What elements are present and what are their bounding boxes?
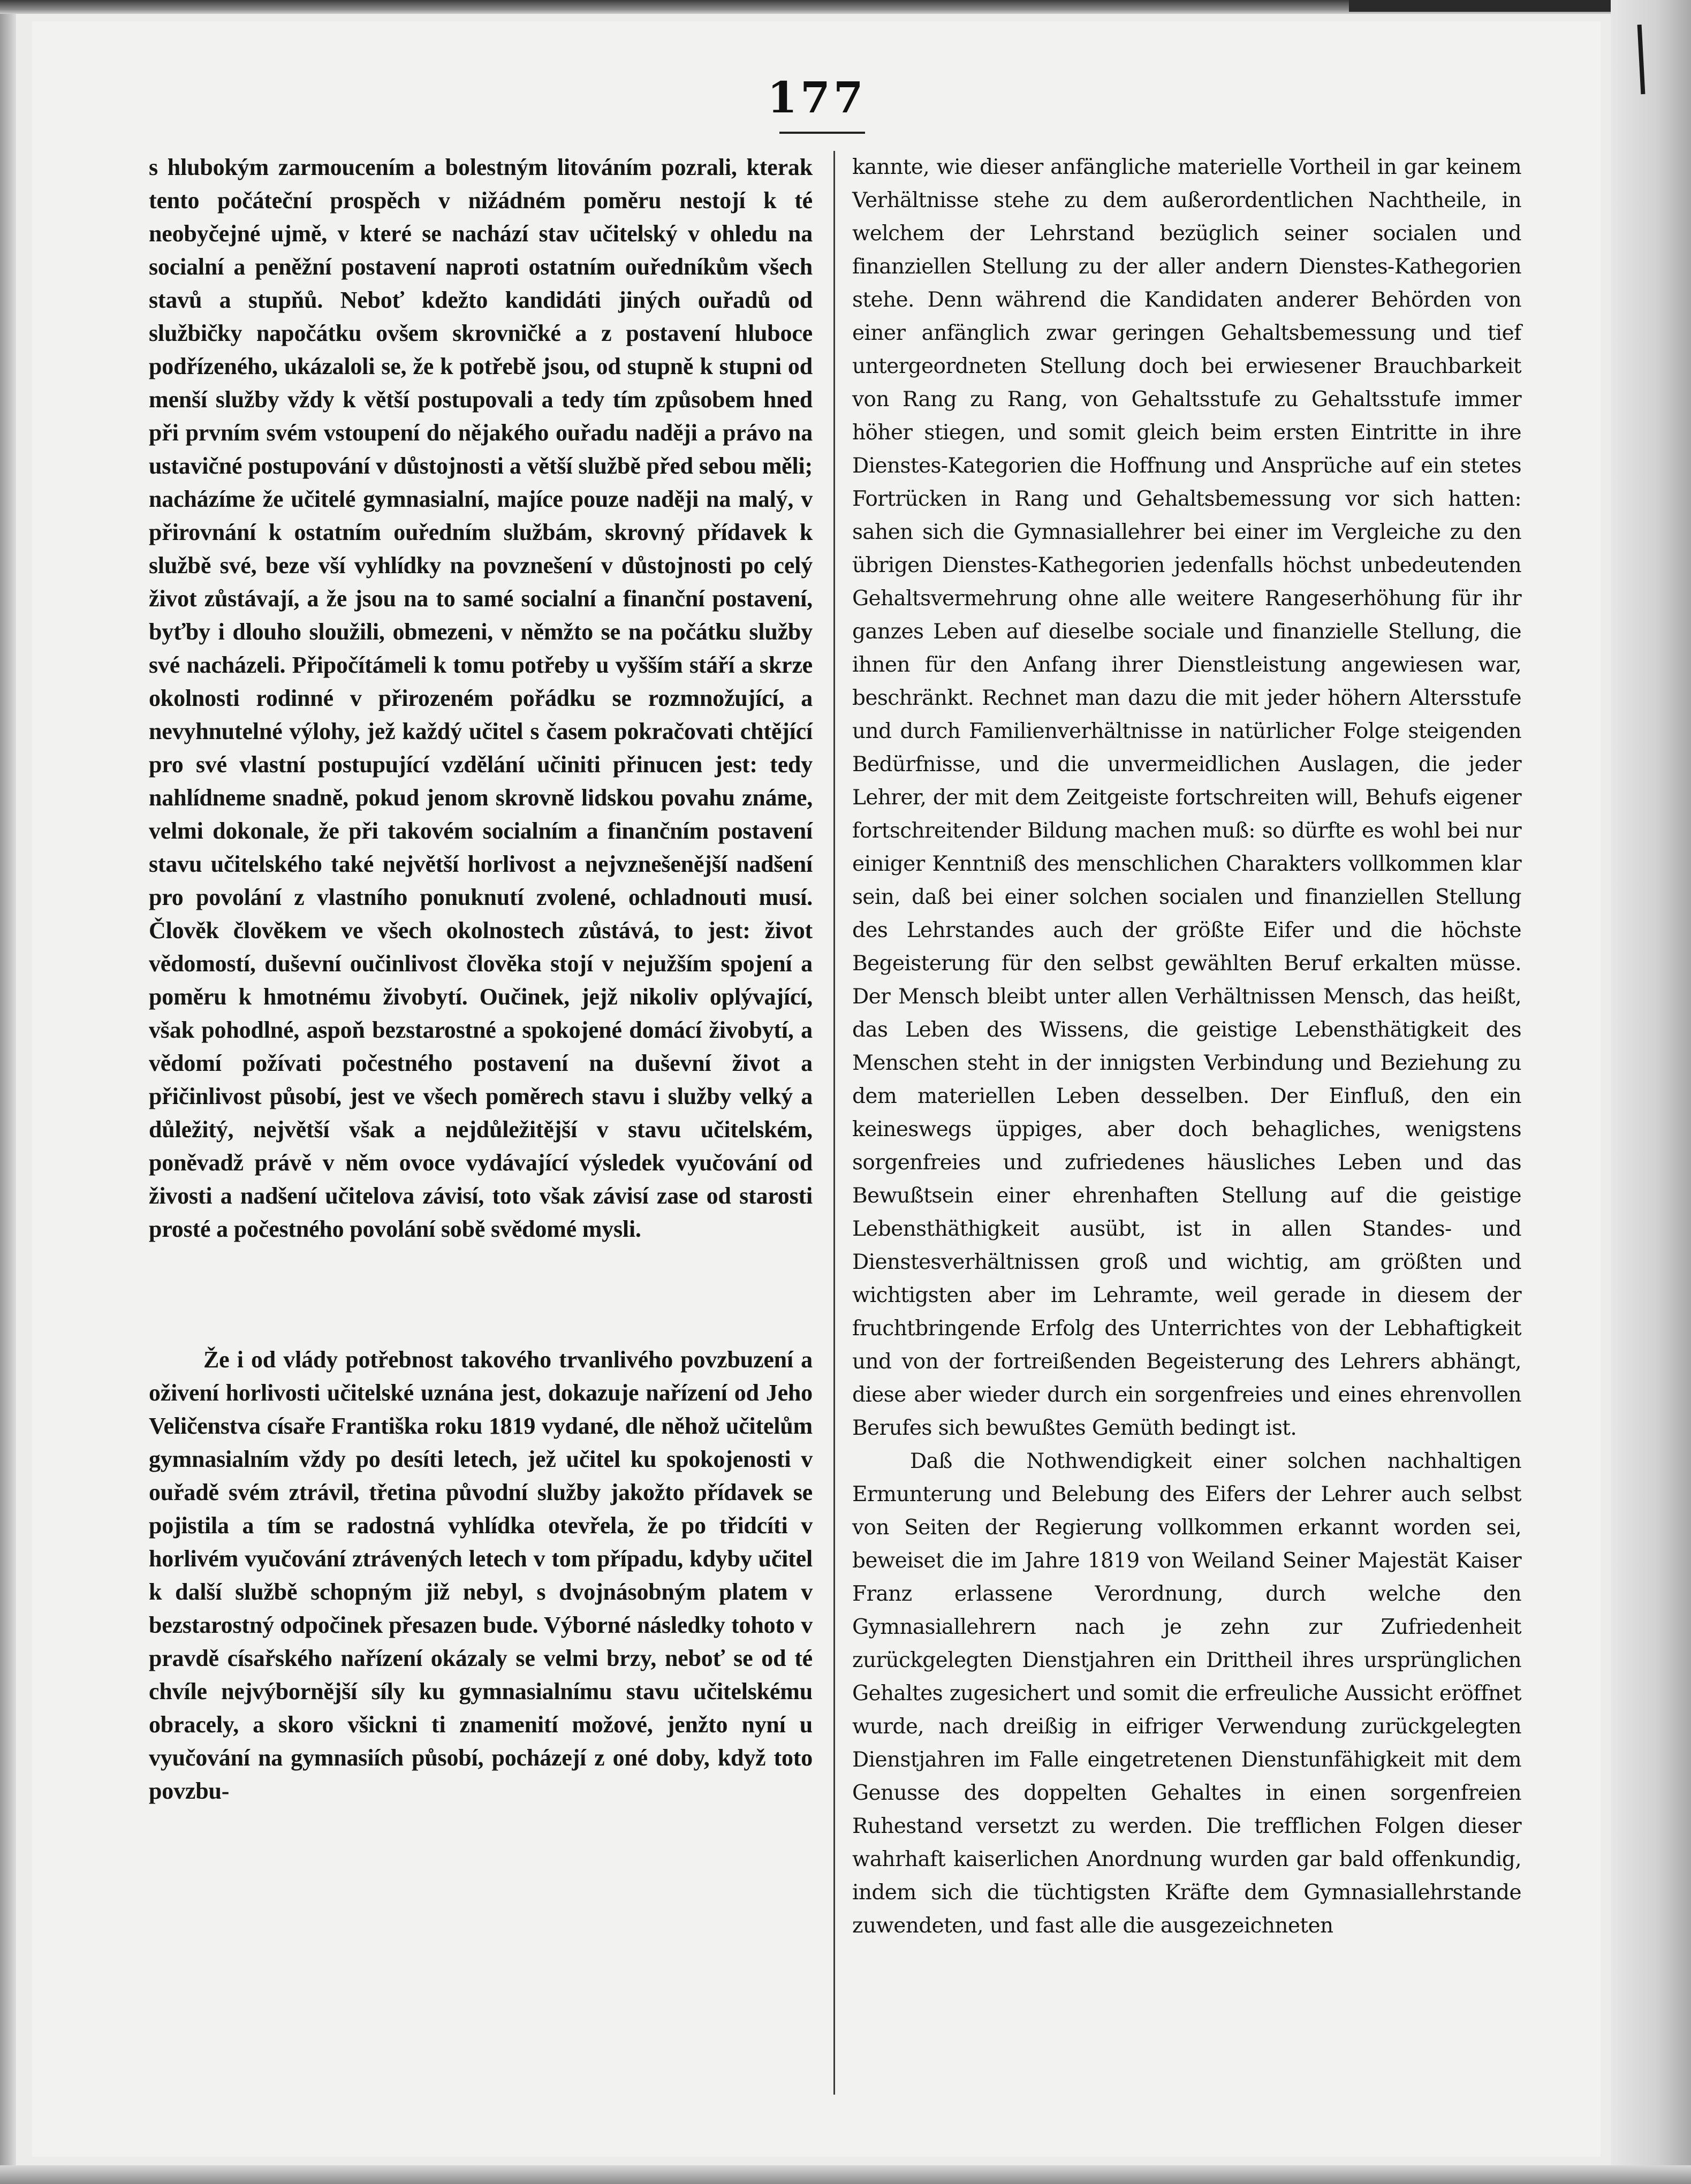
scan-edge-right: [1611, 0, 1691, 2184]
german-column: [852, 151, 1521, 1943]
scan-edge-bottom: [0, 2165, 1691, 2184]
german-paragraph: kannte, wie dieser anfängliche materielle Vortheil in gar keinem Verhältnisse stehe zu dem außerordentlichen Nachtheile, in welchem der Lehrstand bezüglich seiner socialen und finanziellen Stellung zu der aller andern Dienstes-Kathegorien stehe. Denn während die Kandidaten anderer Behörden von einer anfänglich zwar geringen Gehaltsbemessung und tief untergeordneten Stellung doch bei erwiesener Brauchbarkeit von Rang zu Rang, von Gehaltsstufe zu Gehaltsstufe immer höher stiegen, und somit gleich beim ersten Eintritte in ihre Dienstes-Kategorien die Hoffnung und Ansprüche auf ein stetes Fortrücken in Rang und Gehaltsbemessung vor sich hatten: sahen sich die Gymnasiallehrer bei einer im Vergleiche zu den übrigen Dienstes-Kathegorien jedenfalls höchst unbedeutenden Gehaltsvermehrung ohne alle weitere Rangeserhöhung für ihr ganzes Leben auf dieselbe sociale und finanzielle Stellung, die ihnen für den Anfang ihrer Dienstleistung angewiesen war, beschränkt. Rechnet man dazu die mit jeder höhern Altersstufe und durch Familienverhältnisse in natürlicher Folge steigenden Bedürfnisse, und die unvermeidlichen Auslagen, die jeder Lehrer, der mit dem Zeitgeiste fortschreiten will, Behufs eigener fortschreitender Bildung machen muß: so dürfte es wohl bei nur einiger Kenntniß des menschlichen Charakters vollkommen klar sein, daß bei einer solchen socialen und finanziellen Stellung des Lehrstandes auch der größte Eifer und die höchste Begeisterung für den selbst gewählten Beruf erkalten müsse. Der Mensch bleibt unter allen Verhältnissen Mensch, das heißt, das Leben des Wissens, die geistige Lebensthätigkeit des Menschen steht in der innigsten Verbindung und Beziehung zu dem materiellen Leben desselben. Der Einfluß, den ein keineswegs üppiges, aber doch behagliches, wenigstens sorgenfreies und zufriedenes häusliches Leben und das Bewußtsein einer ehrenhaften Stellung auf die geistige Lebensthäthigkeit ausübt, ist in allen Standes- und Dienstesverhältnissen groß und wichtig, am größten und wichtigsten aber im Lehramte, weil gerade in diesem der fruchtbringende Erfolg des Unterrichtes von der Lebhaftigkeit und von der fortreißenden Begeisterung des Lehrers abhängt, diese aber wieder durch ein sorgenfreies und eines ehrenvollen Berufes sich bewußtes Gemüth bedingt ist.: [852, 155, 1521, 1440]
page-number: 177: [767, 72, 867, 123]
column-divider: [833, 151, 835, 2095]
page-number-underline: [779, 132, 865, 134]
czech-column: [149, 151, 813, 1808]
czech-paragraph: s hlubokým zarmoucením a bolestným litováním pozrali, kterak tento počáteční prospěch v nižádném poměru nestojí k té neobyčejné ujmě, v které se nachází stav učitelský v ohledu na socialní a peněžní postavení naproti ostatním ouředníkům všech stavů a stupňů. Neboť kdežto kandidáti jiných ouřadů od službičky napočátku ovšem skrovničké a z postavení hluboce podřízeného, ukázaloli se, že k potřebě jsou, od stupně k stupni od menší služby vždy k větší postupovali a tedy tím způsobem hned při prvním svém vstoupení do nějakého ouřadu naději a právo na ustavičné postupování v důstojnosti a větší službě před sebou měli; nacházíme že učitelé gymnasialní, majíce pouze naději na malý, v přirovnání k ostatním ouředním službám, skrovný přídavek k službě své, beze vší vyhlídky na povznešení v důstojnosti po celý život zůstávají, a že jsou na to samé socialní a finanční postavení, byťby i dlouho sloužili, obmezeni, v němžto se na počátku služby své nacházeli. Připočítámeli k tomu potřeby u vyšším stáří a skrze okolnosti rodinné v přirozeném pořádku se rozmnožující, a nevyhnutelné výlohy, jež každý učitel s časem pokračovati chtějící pro své vlastní postupující vzdělání učiniti přinucen jest: tedy nahlídneme snadně, pokud jenom skrovně lidskou povahu známe, velmi dokonale, že při takovém socialním a finančním postavení stavu učitelského také největší horlivost a nejvznešenější nadšení pro povolání z vlastního ponuknutí zvolené, ochladnouti musí. Člověk člověkem ve všech okolnostech zůstává, to jest: život vědomostí, duševní oučinlivost člověka stojí v nejužším spojení a poměru k hmotnému živobytí. Oučinek, jejž nikoliv oplývající, však pohodlné, aspoň bezstarostné a spokojené domácí živobytí, a vědomí požívati počestného postavení na duševní život a přičinlivost působí, jest ve všech poměrech stavu i služby velký a důležitý, největší však a nejdůležitější v stavu učitelském, poněvadž právě v něm ovoce vydávající výsledek vyučování od živosti a nadšení učitelova závisí, toto však závisí zase od starosti prosté a počestného povolání sobě svědomé mysli.: [149, 154, 813, 1242]
czech-paragraph: Že i od vlády potřebnost takového trvanlivého povzbuzení a oživení horlivosti učitelské uznána jest, dokazuje nařízení od Jeho Veličenstva císaře Františka roku 1819 vydané, dle něhož učitelům gymnasialním vždy po desíti letech, jež učitel ku spokojenosti v ouřadě svém ztrávil, třetina původní služby jakožto přídavek se pojistila a tím se radostná vyhlídka otevřela, že po třidcíti v horlivém vyučování ztrávených letech v tom případu, kdyby učitel k další službě schopným již nebyl, s dvojnásobným platem v bezstarostný odpočinek přesazen bude. Výborné následky tohoto v pravdě císařského nařízení okázaly se velmi brzy, neboť se od té chvíle nejvýbornější síly ku gymnasialnímu stavu učitelskému obracely, a skoro všickni ti znamenití možové, jenžto nyní u vyučování na gymnasiích působí, pocházejí z oné doby, když toto povzbu-: [149, 1346, 813, 1804]
german-paragraph: Daß die Nothwendigkeit einer solchen nachhaltigen Ermunterung und Belebung des Eifers der Lehrer auch selbst von Seiten der Regierung vollkommen erkannt worden sei, beweiset die im Jahre 1819 von Weiland Seiner Majestät Kaiser Franz erlassene Verordnung, durch welche den Gymnasiallehrern nach je zehn zur Zufriedenheit zurückgelegten Dienstjahren ein Drittheil ihres ursprünglichen Gehaltes zugesichert und somit die erfreuliche Aussicht eröffnet wurde, nach dreißig in eifriger Verwendung zurückgelegten Dienstjahren im Falle eingetretenen Dienstunfähigkeit mit dem Genusse des doppelten Gehaltes in einen sorgenfreien Ruhestand versetzt zu werden. Die trefflichen Folgen dieser wahrhaft kaiserlichen Anordnung wurden gar bald offenkundig, indem sich die tüchtigsten Kräfte dem Gymnasiallehrstande zuwendeten, und fast alle die ausgezeichneten: [852, 1449, 1521, 1938]
scan-edge-left: [0, 14, 16, 2184]
